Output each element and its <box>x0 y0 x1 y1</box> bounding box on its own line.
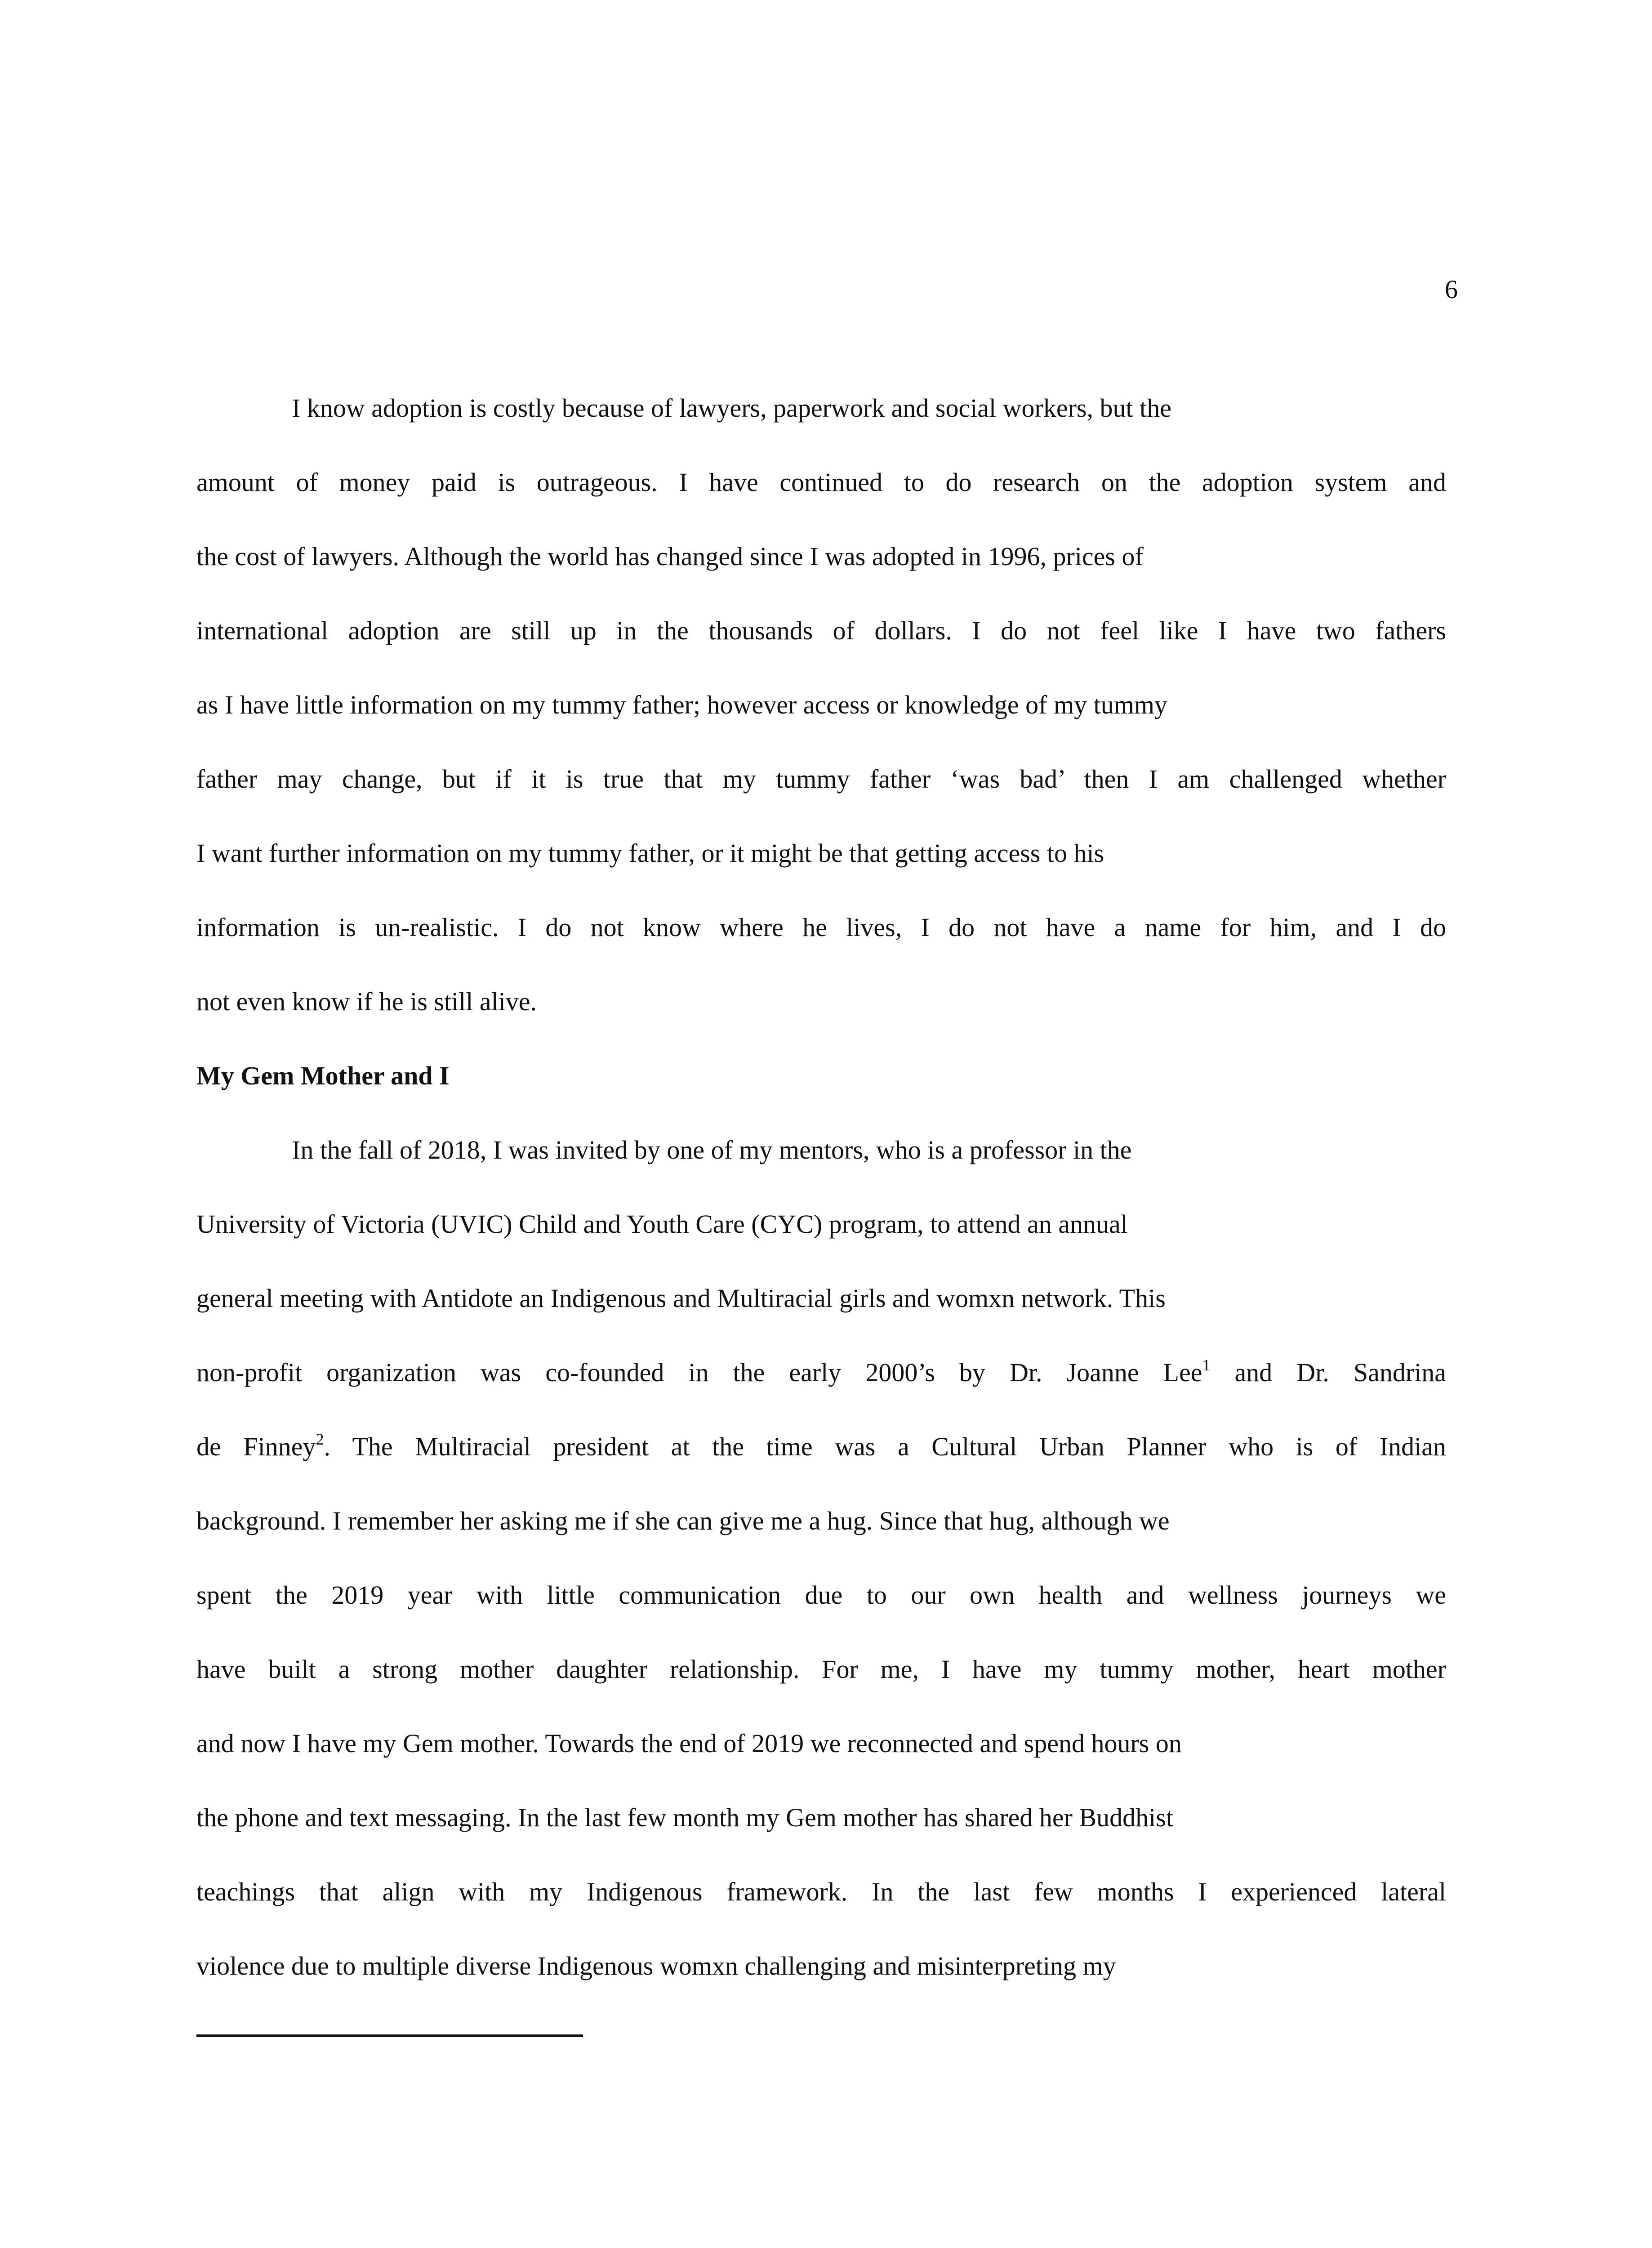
paragraph-line: father may change, but if it is true that my tummy father ‘was bad’ then I am challenged whether <box>196 764 1446 794</box>
section-heading: My Gem Mother and I <box>196 1061 450 1090</box>
paragraph-line: spent the 2019 year with little communication due to our own health and wellness journeys we <box>196 1580 1446 1610</box>
paragraph-line: violence due to multiple diverse Indigenous womxn challenging and misinterpreting my <box>196 1951 1116 1980</box>
paragraph-line <box>196 1409 1446 1484</box>
paragraph-line: information is un-realistic. I do not know where he lives, I do not have a name for him, and I do <box>196 913 1446 942</box>
paragraph-line: and now I have my Gem mother. Towards the end of 2019 we reconnected and spend hours on <box>196 1729 1182 1758</box>
paragraph-line: I want further information on my tummy father, or it might be that getting access to his <box>196 839 1104 868</box>
paragraph-line: I know adoption is costly because of lawyers, paperwork and social workers, but the <box>292 393 1171 423</box>
paragraph-line: international adoption are still up in the thousands of dollars. I do not feel like I have two fathers <box>196 616 1446 645</box>
page-number: 6 <box>1445 275 1458 304</box>
paragraph-line: teachings that align with my Indigenous framework. In the last few months I experienced lateral <box>196 1877 1446 1906</box>
text-run: and Dr. Sandrina <box>1210 1358 1446 1387</box>
paragraph-line: University of Victoria (UVIC) Child and Youth Care (CYC) program, to attend an annual <box>196 1209 1128 1239</box>
paragraph-line: not even know if he is still alive. <box>196 987 537 1016</box>
footnote-marker[interactable]: 2 <box>316 1430 324 1448</box>
paragraph-line: amount of money paid is outrageous. I have continued to do research on the adoption system and <box>196 468 1446 497</box>
paragraph-line: the cost of lawyers. Although the world has changed since I was adopted in 1996, prices of <box>196 542 1144 571</box>
text-run: de Finney <box>196 1432 316 1461</box>
footnote-marker[interactable]: 1 <box>1202 1356 1211 1374</box>
paragraph-line: the phone and text messaging. In the last few month my Gem mother has shared her Buddhist <box>196 1803 1173 1832</box>
paragraph-line <box>196 1335 1446 1409</box>
footnote-separator <box>196 2034 583 2037</box>
paragraph-line: have built a strong mother daughter relationship. For me, I have my tummy mother, heart mother <box>196 1655 1446 1684</box>
body-text <box>196 371 1446 2003</box>
paragraph-line: In the fall of 2018, I was invited by one of my mentors, who is a professor in the <box>292 1135 1132 1164</box>
text-run: . The Multiracial president at the time was a Cultural Urban Planner who is of Indian <box>324 1432 1446 1461</box>
paragraph-line: background. I remember her asking me if she can give me a hug. Since that hug, although we <box>196 1506 1170 1535</box>
paragraph-line: as I have little information on my tummy father; however access or knowledge of my tummy <box>196 690 1167 719</box>
paragraph-line: general meeting with Antidote an Indigenous and Multiracial girls and womxn network. This <box>196 1284 1166 1313</box>
text-run: non-profit organization was co-founded in the early 2000’s by Dr. Joanne Lee <box>196 1358 1202 1387</box>
